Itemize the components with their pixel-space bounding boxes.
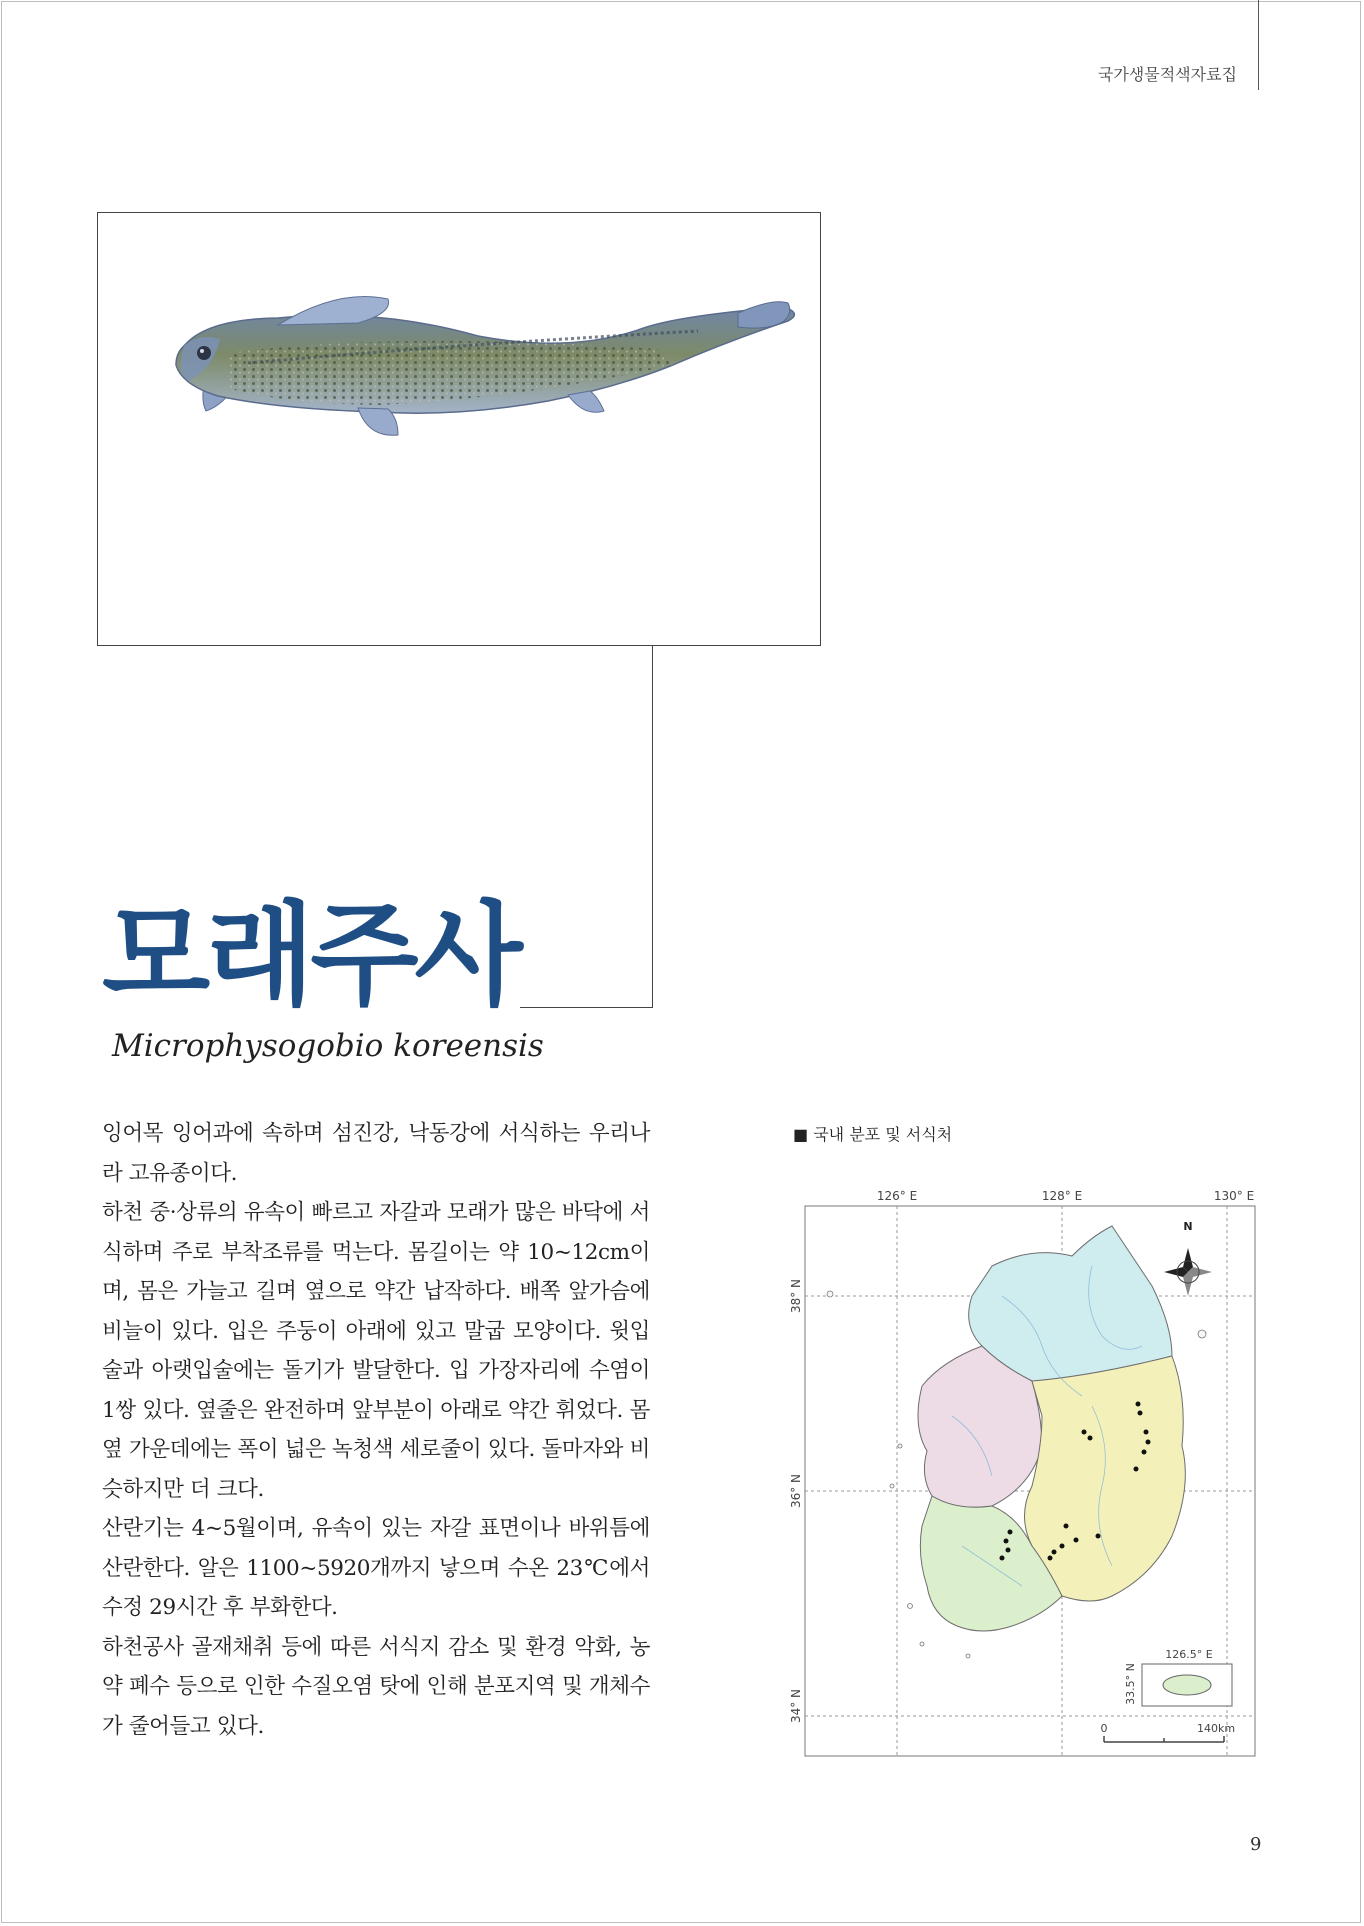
lat-label: 34° N xyxy=(789,1688,803,1724)
lon-label: 128° E xyxy=(1041,1189,1083,1203)
lat-label: 38° N xyxy=(789,1278,803,1314)
distribution-map xyxy=(789,1186,1260,1760)
lon-label: 130° E xyxy=(1213,1189,1255,1203)
lon-label: 126° E xyxy=(876,1189,918,1203)
lat-label: 36° N xyxy=(789,1473,803,1509)
map-caption: ■ 국내 분포 및 서식처 xyxy=(793,1125,953,1144)
inset-lon-label: 126.5° E xyxy=(1165,1648,1213,1661)
header-rule xyxy=(1258,0,1259,90)
callout-line-horizontal xyxy=(520,1007,653,1008)
description-paragraph: 산란기는 4~5월이며, 유속이 있는 자갈 표면이나 바위틈에 산란한다. 알은 1100~5920개까지 낳으며 수온 23℃에서 수정 29시간 후 부화한다. xyxy=(102,1516,650,1620)
scale-start-label: 0 xyxy=(1100,1722,1108,1735)
description-paragraph: 하천 중·상류의 유속이 빠르고 자갈과 모래가 많은 바닥에 서식하며 주로 부착조류를 먹는다. 몸길이는 약 10~12cm이며, 몸은 가늘고 길며 옆으로 약간 납작하다. 배쪽 앞가슴에 비늘이 있다. 입은 주둥이 아래에 있고 말굽 모양이다. 윗입술과 아랫입술에는 돌기가 발달한다. 입 가장자리에 수염이 1쌍 있다. 옆줄은 완전하며 앞부분이 아래로 약간 휘었다. 몸 옆 가운데에는 폭이 넓은 녹청색 세로줄이 있다. 돌마자와 비슷하지만 더 크다. xyxy=(102,1200,650,1502)
collection-title: 국가생물적색자료집 xyxy=(1097,65,1237,84)
north-label: N xyxy=(1183,1220,1193,1233)
page-number: 9 xyxy=(1250,1834,1262,1855)
inset-lat-label: 33.5° N xyxy=(1124,1663,1137,1705)
species-scientific-name: Microphysogobio koreensis xyxy=(112,1028,544,1064)
species-korean-name: 모래주사 xyxy=(102,891,519,1021)
species-description xyxy=(102,1114,650,1746)
callout-line-vertical xyxy=(652,646,653,1008)
specimen-photo xyxy=(97,212,821,646)
fish-illustration xyxy=(98,213,820,645)
description-paragraph: 잉어목 잉어과에 속하며 섬진강, 낙동강에 서식하는 우리나라 고유종이다. xyxy=(102,1121,650,1186)
scale-end-label: 140km xyxy=(1196,1722,1236,1735)
description-paragraph: 하천공사 골재채취 등에 따른 서식지 감소 및 환경 악화, 농약 폐수 등으로 인한 수질오염 탓에 인해 분포지역 및 개체수가 줄어들고 있다. xyxy=(102,1634,650,1739)
